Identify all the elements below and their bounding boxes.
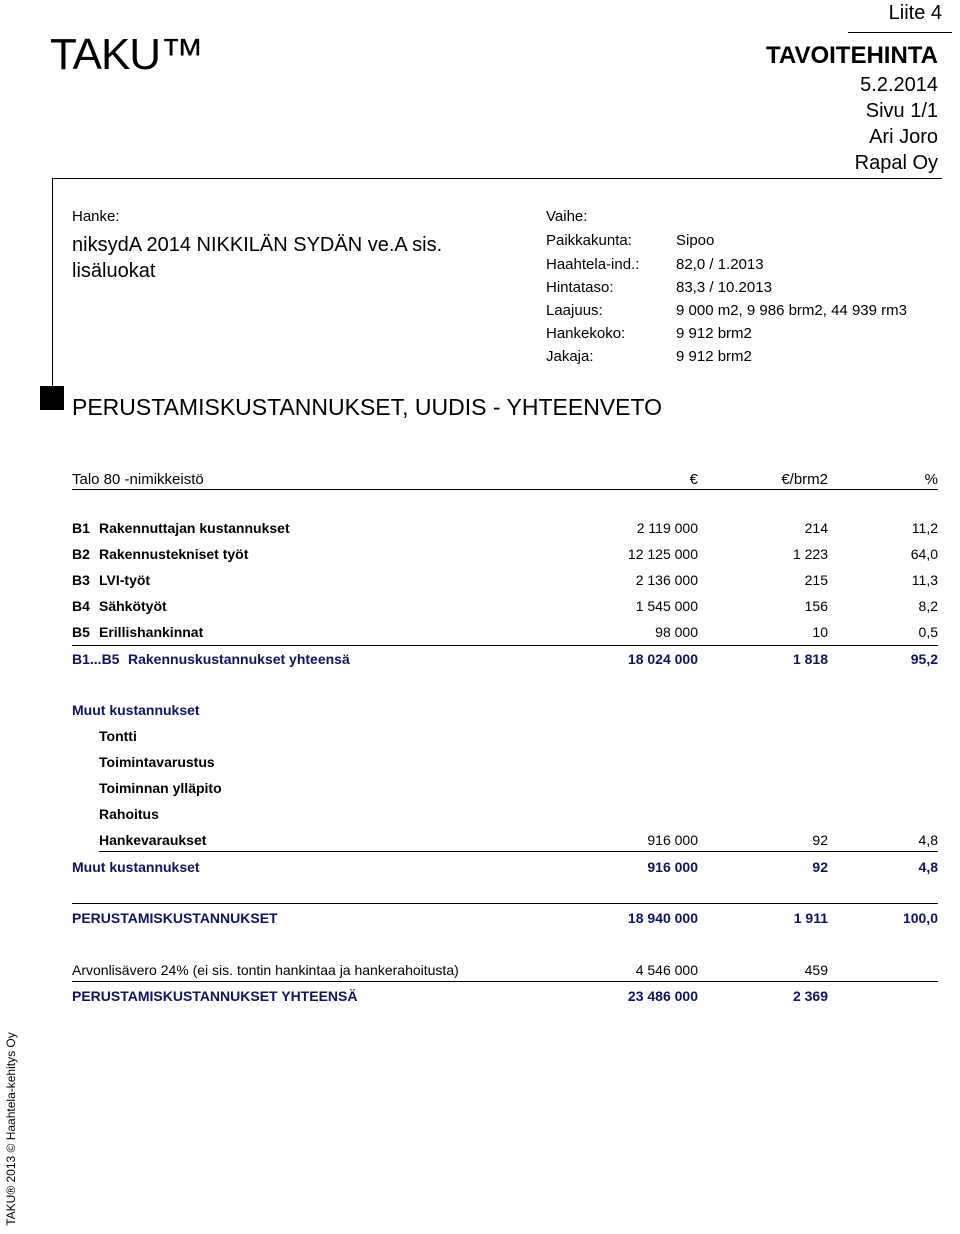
list-item: Rahoitus: [99, 806, 159, 822]
column-header-per-brm2: €/brm2: [781, 471, 828, 488]
field-value: Sipoo: [676, 232, 715, 249]
list-item: Toimintavarustus: [99, 754, 215, 770]
other-total-percent: 4,8: [918, 859, 938, 875]
grand-vat-eur: 23 486 000: [627, 988, 698, 1004]
row-percent: 64,0: [910, 546, 938, 562]
row-percent: 0,5: [918, 624, 938, 640]
grand-total-eur: 18 940 000: [627, 910, 698, 926]
row-code: B5: [72, 624, 90, 640]
row-per-brm2: 10: [812, 624, 828, 640]
row-code: B3: [72, 572, 90, 588]
grand-vat-name: PERUSTAMISKUSTANNUKSET YHTEENSÄ: [72, 988, 358, 1004]
grand-total-per-brm2: 1 911: [793, 910, 828, 926]
document-title: TAVOITEHINTA: [766, 42, 938, 69]
other-total-name: Muut kustannukset: [72, 859, 200, 875]
row-name: Rakennustekniset työt: [99, 546, 249, 562]
list-item: Tontti: [99, 728, 137, 744]
grand-total-name: PERUSTAMISKUSTANNUKSET: [72, 910, 278, 926]
column-header-percent: %: [924, 471, 938, 488]
reserve-per-brm2: 92: [812, 832, 828, 848]
section-marker: [40, 386, 64, 410]
row-per-brm2: 215: [804, 572, 828, 588]
reserve-percent: 4,8: [918, 832, 938, 848]
grand-total-percent: 100,0: [902, 910, 938, 926]
subtotal-name: Rakennuskustannukset yhteensä: [128, 651, 350, 667]
field-value: 9 912 brm2: [676, 325, 752, 342]
row-name: LVI-työt: [99, 572, 151, 588]
field-value: 83,3 / 10.2013: [676, 279, 772, 296]
row-percent: 8,2: [918, 598, 938, 614]
reserve-eur: 916 000: [647, 832, 698, 848]
subtotal-eur: 18 024 000: [627, 651, 698, 667]
project-name: niksydA 2014 NIKKILÄN SYDÄN ve.A sis. lisäluokat: [72, 234, 443, 282]
appendix-label: Liite 4: [888, 2, 942, 24]
row-code: B4: [72, 598, 90, 614]
row-percent: 11,2: [911, 520, 938, 536]
page-number: Sivu 1/1: [865, 100, 938, 122]
author-name: Ari Joro: [869, 126, 938, 148]
header-rule: [72, 489, 938, 490]
info-frame-left: [52, 178, 53, 388]
field-label: Haahtela-ind.:: [546, 256, 640, 273]
list-item: Toiminnan ylläpito: [99, 780, 222, 796]
grand-vat-per-brm2: 2 369: [792, 988, 828, 1004]
other-total-per-brm2: 92: [812, 859, 828, 875]
row-eur: 98 000: [655, 624, 698, 640]
field-label: Paikkakunta:: [546, 232, 632, 249]
other-total-eur: 916 000: [647, 859, 698, 875]
hanke-label: Hanke:: [72, 208, 120, 225]
other-costs-heading: Muut kustannukset: [72, 702, 200, 718]
row-per-brm2: 1 223: [792, 546, 828, 562]
field-value: 82,0 / 1.2013: [676, 256, 764, 273]
subtotal-rule: [72, 645, 938, 646]
row-code: B2: [72, 546, 90, 562]
row-name: Erillishankinnat: [99, 624, 204, 640]
field-label: Jakaja:: [546, 348, 594, 365]
subtotal-percent: 95,2: [910, 651, 938, 667]
info-frame-top: [52, 178, 942, 179]
row-eur: 2 136 000: [635, 572, 698, 588]
reserve-name: Hankevaraukset: [99, 832, 207, 848]
other-total-rule: [99, 851, 938, 852]
vat-eur: 4 546 000: [635, 962, 698, 978]
field-value: 9 000 m2, 9 986 brm2, 44 939 rm3: [676, 302, 907, 319]
company-name: Rapal Oy: [854, 152, 938, 174]
field-value: 9 912 brm2: [676, 348, 752, 365]
vat-rule: [72, 981, 938, 982]
appendix-rule: [848, 32, 952, 33]
row-code: B1: [72, 520, 90, 536]
row-name: Sähkötyöt: [99, 598, 167, 614]
column-header-name: Talo 80 -nimikkeistö: [72, 471, 204, 488]
taku-logo: TAKU™: [50, 30, 204, 79]
grand-total-rule: [72, 903, 938, 904]
field-label: Hintataso:: [546, 279, 614, 296]
row-name: Rakennuttajan kustannukset: [99, 520, 290, 536]
vaihe-label: Vaihe:: [546, 208, 588, 225]
copyright-note: TAKU® 2013 © Haahtela-kehitys Oy: [4, 1032, 18, 1226]
row-eur: 1 545 000: [635, 598, 698, 614]
field-label: Hankekoko:: [546, 325, 626, 342]
field-label: Laajuus:: [546, 302, 603, 319]
vat-per-brm2: 459: [804, 962, 828, 978]
row-percent: 11,3: [911, 572, 938, 588]
subtotal-per-brm2: 1 818: [792, 651, 828, 667]
row-per-brm2: 156: [804, 598, 828, 614]
vat-name: Arvonlisävero 24% (ei sis. tontin hankintaa ja hankerahoitusta): [72, 962, 459, 978]
row-eur: 12 125 000: [627, 546, 698, 562]
subtotal-code: B1...B5: [72, 651, 120, 667]
column-header-eur: €: [689, 471, 698, 488]
section-title: PERUSTAMISKUSTANNUKSET, UUDIS - YHTEENVETO: [72, 394, 663, 420]
row-per-brm2: 214: [804, 520, 828, 536]
document-date: 5.2.2014: [860, 74, 938, 96]
row-eur: 2 119 000: [636, 520, 698, 536]
